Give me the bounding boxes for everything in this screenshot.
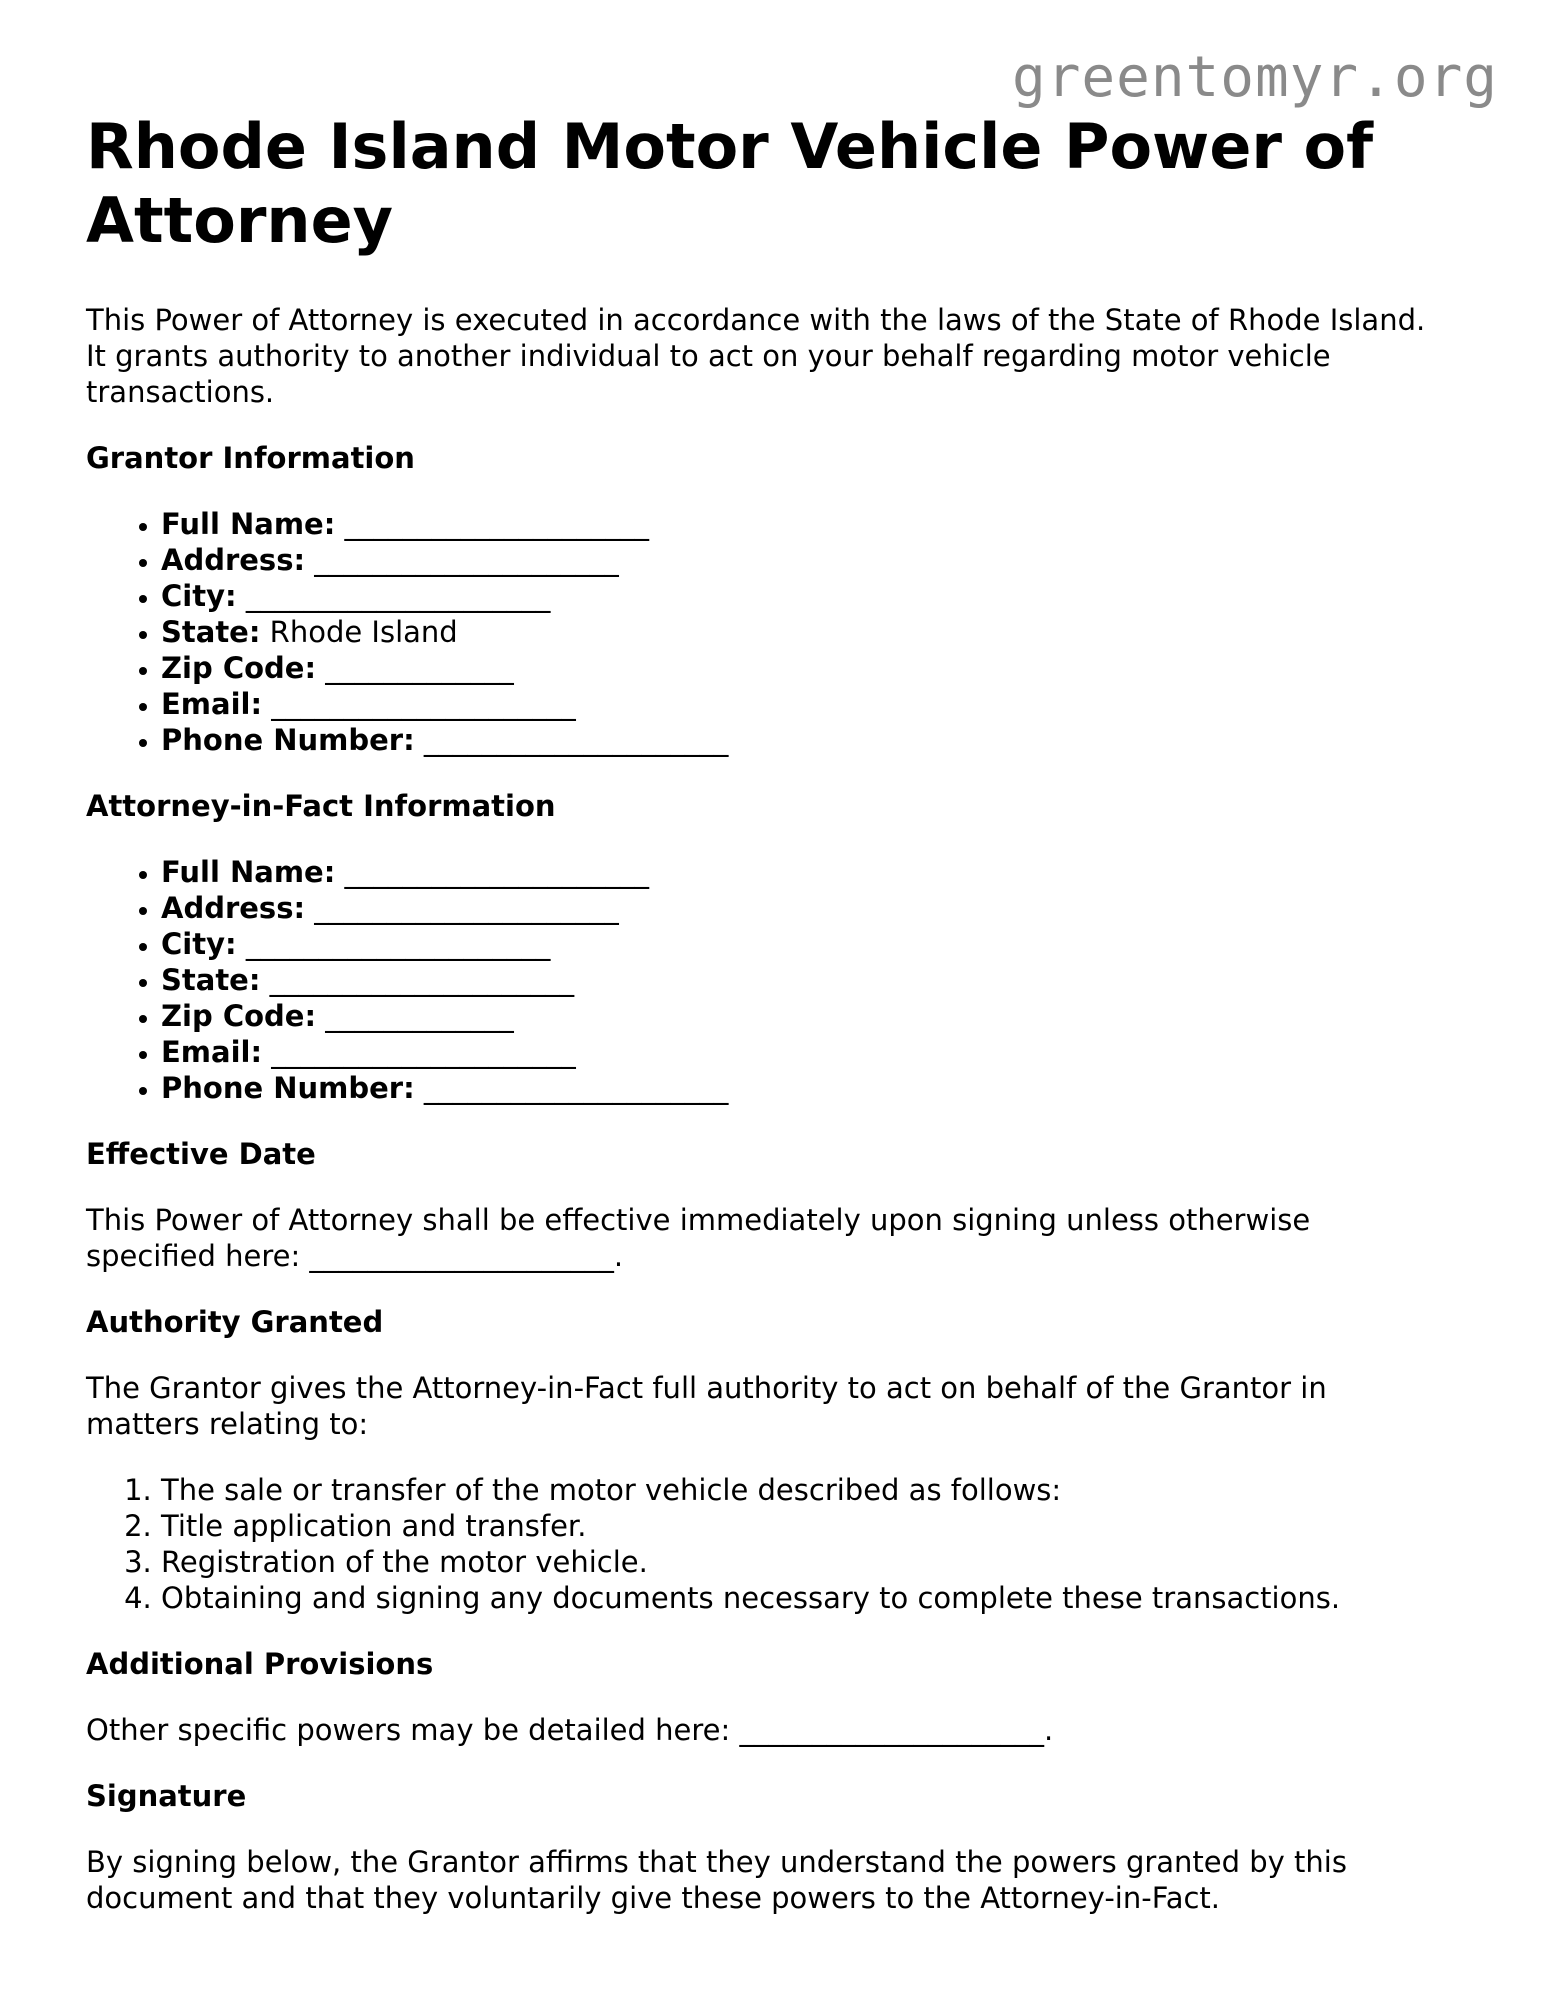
signature-paragraph: By signing below, the Grantor affirms that they understand the powers granted by this document and that they voluntarily give these powers to the Attorney-in-Fact.: [86, 1845, 1347, 1915]
field-label: Phone Number:: [161, 723, 415, 757]
attorney-city: [161, 926, 1486, 962]
field-value: _____________________: [344, 507, 650, 541]
field-value: Rhode Island: [269, 615, 458, 649]
field-label: Phone Number:: [161, 1071, 415, 1105]
attorney-field-list: [86, 854, 1486, 1106]
field-label: City:: [161, 579, 237, 613]
attorney-address: [161, 890, 1486, 926]
attorney-phone-number: [161, 1070, 1486, 1106]
field-label: Address:: [161, 543, 306, 577]
authority-list: [86, 1472, 1486, 1616]
field-value: _____________________: [271, 1035, 576, 1069]
field-value: _____________________: [314, 891, 619, 925]
field-label: Full Name:: [161, 855, 336, 889]
field-label: Address:: [161, 891, 306, 925]
field-label: Zip Code:: [161, 651, 317, 685]
field-value: _____________________: [271, 687, 576, 721]
field-label: Email:: [161, 687, 263, 721]
grantor-zip-code: [161, 650, 1486, 686]
effective-date-heading: Effective Date: [86, 1137, 316, 1171]
document-title: Rhode Island Motor Vehicle Power of Attorney: [86, 110, 1374, 257]
field-value: _____________: [325, 651, 514, 685]
authority-heading: Authority Granted: [86, 1305, 384, 1339]
authority-paragraph: The Grantor gives the Attorney-in-Fact full authority to act on behalf of the Grantor in matters relating to:: [86, 1371, 1327, 1441]
intro-paragraph: This Power of Attorney is executed in accordance with the laws of the State of Rhode Island. It grants authority to another individual to act on your behalf regarding motor vehicle transactions.: [86, 303, 1426, 409]
field-value: _____________________: [344, 855, 650, 889]
field-value: _____________________: [423, 1071, 729, 1105]
field-label: Zip Code:: [161, 999, 317, 1033]
additional-provisions-heading: Additional Provisions: [86, 1647, 434, 1681]
grantor-phone-number: [161, 722, 1486, 758]
document-body: [86, 110, 1486, 1946]
grantor-email: [161, 686, 1486, 722]
grantor-state: [161, 614, 1486, 650]
attorney-heading: Attorney-in-Fact Information: [86, 789, 556, 823]
grantor-heading: Grantor Information: [86, 441, 415, 475]
grantor-field-list: [86, 506, 1486, 758]
field-value: _____________________: [423, 723, 729, 757]
field-label: State:: [161, 615, 261, 649]
field-label: City:: [161, 927, 237, 961]
field-label: Email:: [161, 1035, 263, 1069]
grantor-city: [161, 578, 1486, 614]
attorney-email: [161, 1034, 1486, 1070]
authority-item: 1. The sale or transfer of the motor vehicle described as follows:: [161, 1472, 1486, 1508]
grantor-address: [161, 542, 1486, 578]
field-value: _____________________: [245, 579, 551, 613]
watermark: greentomyr.org: [1011, 45, 1498, 110]
field-value: _____________________: [245, 927, 551, 961]
field-label: State:: [161, 963, 261, 997]
field-value: _____________________: [269, 963, 575, 997]
field-value: _____________: [325, 999, 514, 1033]
authority-item: 4. Obtaining and signing any documents necessary to complete these transactions.: [161, 1580, 1486, 1616]
field-label: Full Name:: [161, 507, 336, 541]
grantor-full-name: [161, 506, 1486, 542]
signature-heading: Signature: [86, 1779, 247, 1813]
additional-provisions-paragraph: Other specific powers may be detailed here: _____________________.: [86, 1713, 1054, 1747]
effective-date-paragraph: This Power of Attorney shall be effective immediately upon signing unless otherwise specified here: _____________________.: [86, 1203, 1311, 1273]
attorney-state: [161, 962, 1486, 998]
authority-item: 3. Registration of the motor vehicle.: [161, 1544, 1486, 1580]
authority-item: 2. Title application and transfer.: [161, 1508, 1486, 1544]
attorney-full-name: [161, 854, 1486, 890]
field-value: _____________________: [314, 543, 619, 577]
attorney-zip-code: [161, 998, 1486, 1034]
